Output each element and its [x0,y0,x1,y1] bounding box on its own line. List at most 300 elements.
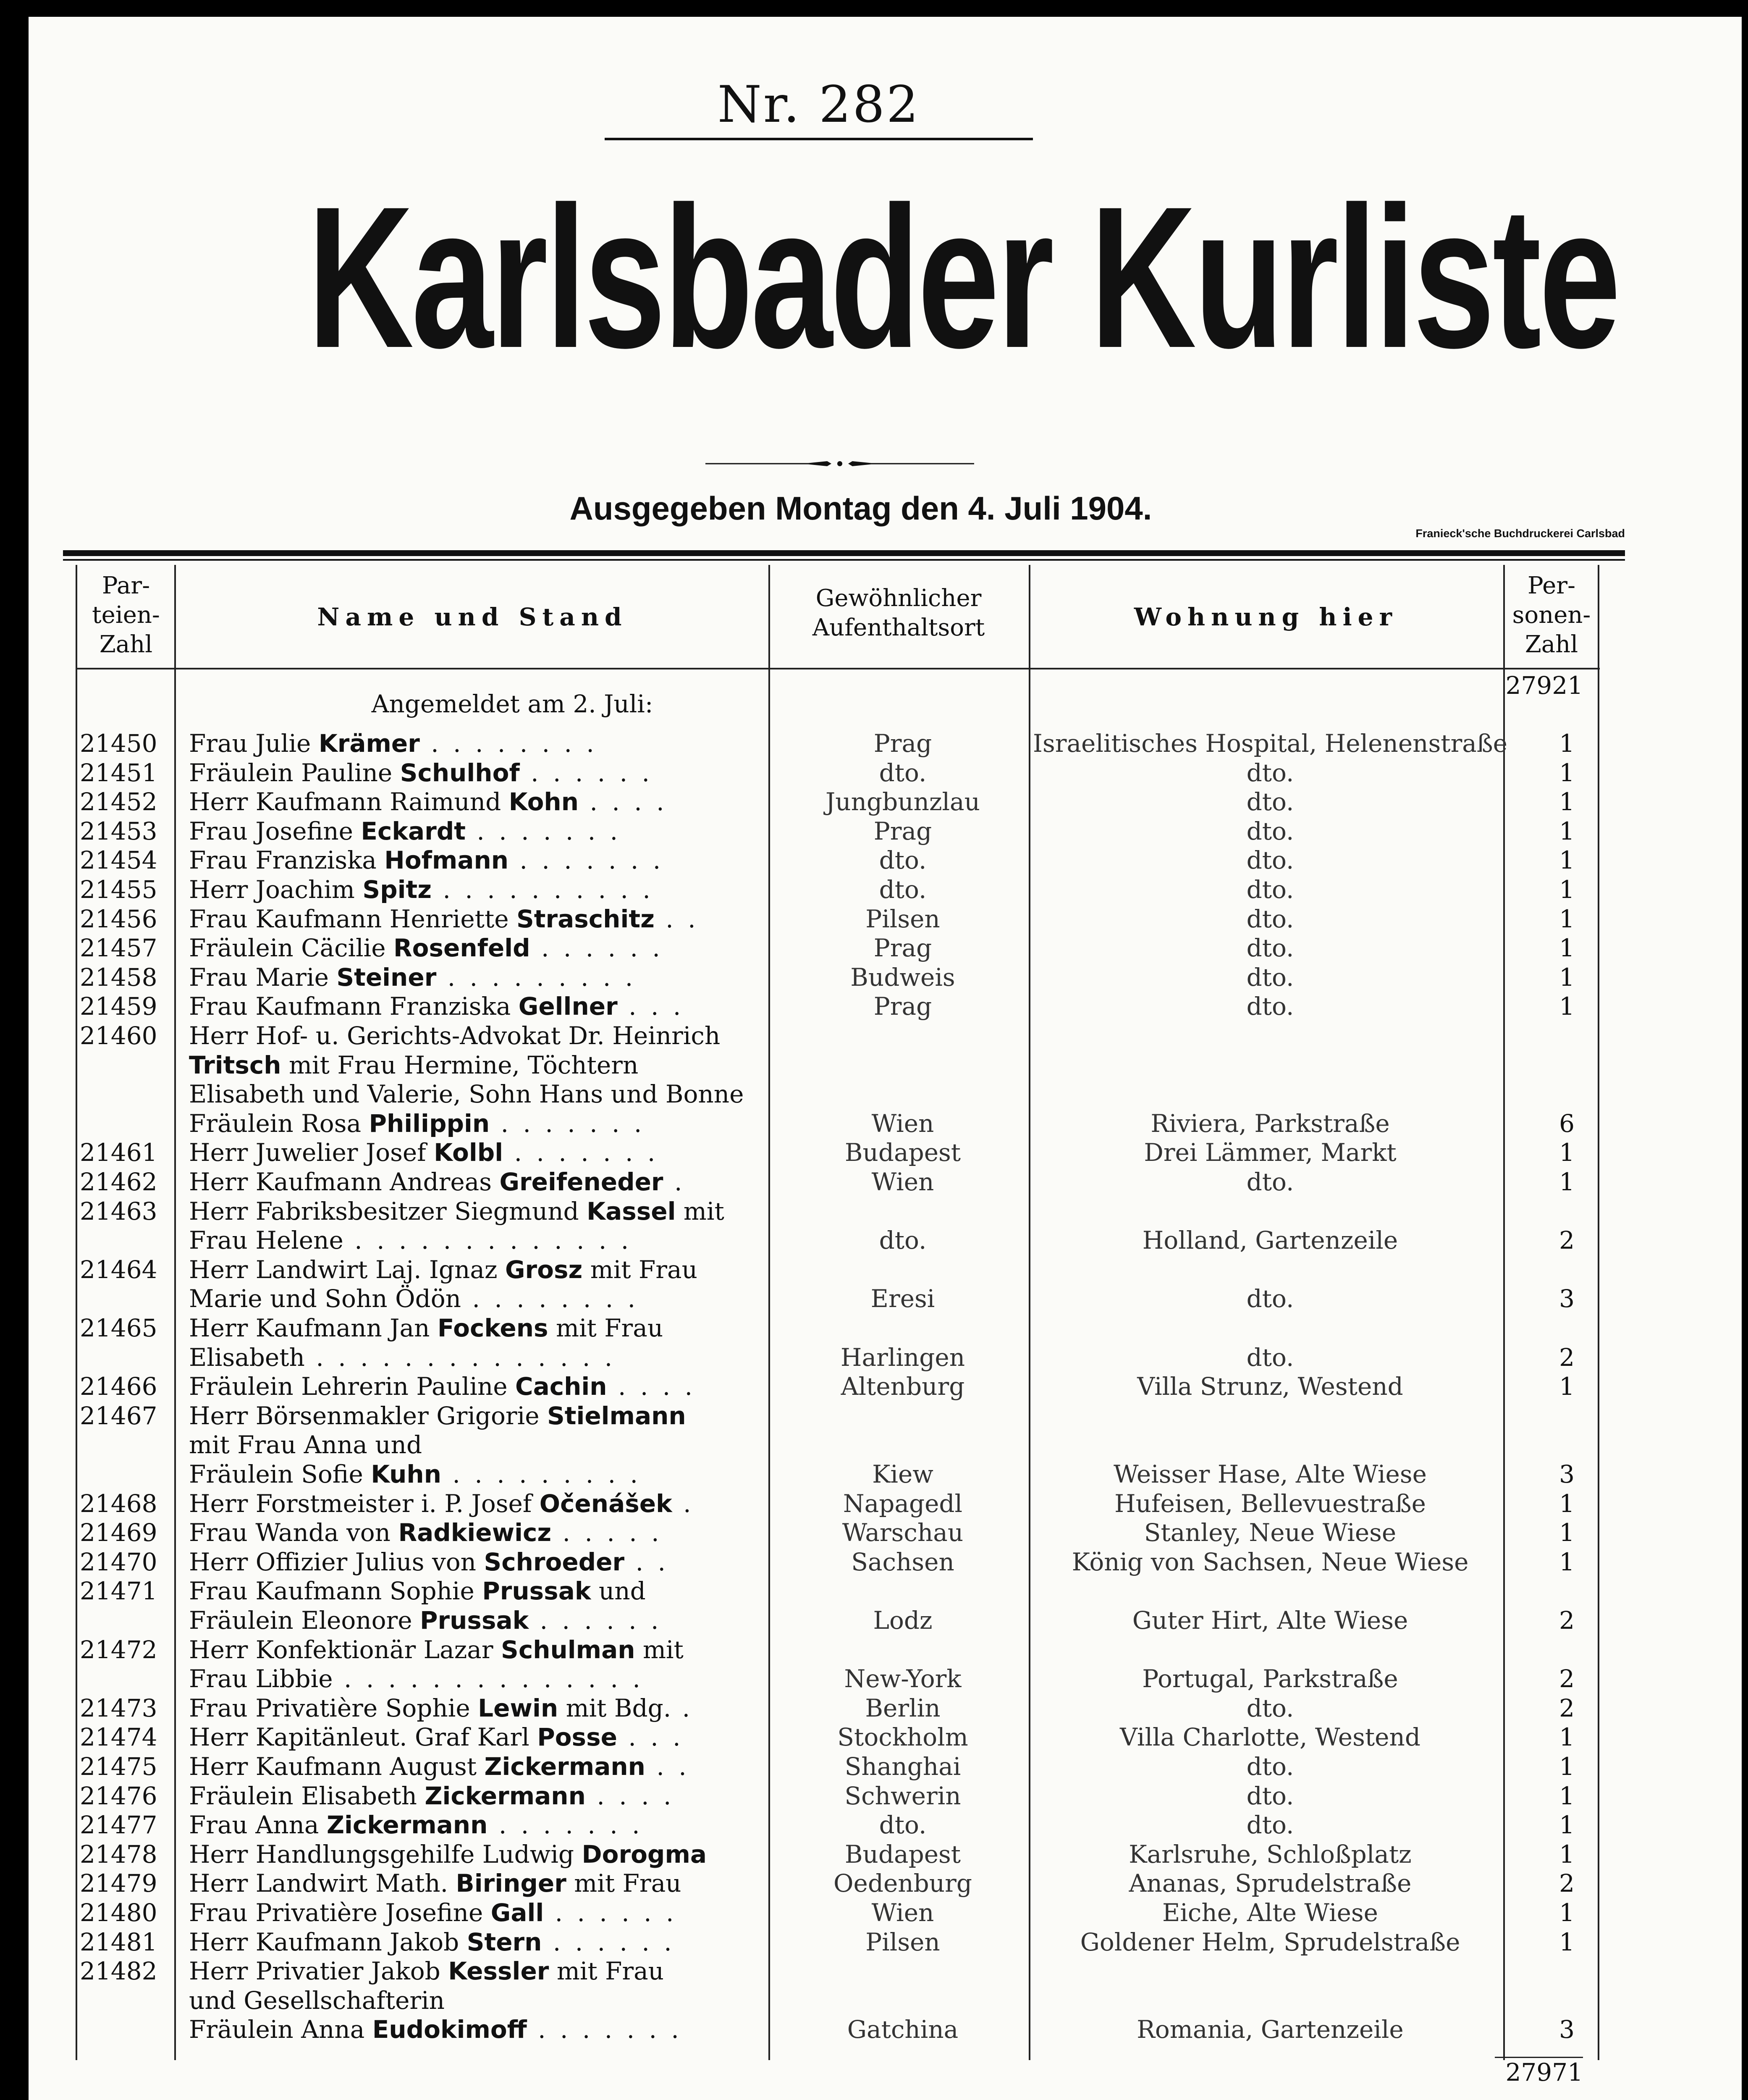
guest-name [189,1313,756,1343]
lodging-address: Weisser Hase, Alte Wiese [1114,1460,1427,1488]
heavy-rule [63,550,1625,556]
person-count: 1 [1559,759,1575,787]
person-count: 1 [1559,1518,1575,1547]
lodging-address [1033,1255,1507,1284]
name-prefix: Elisabeth [189,1343,305,1372]
usual-residence [768,1197,1037,1226]
person-count [1512,1313,1575,1343]
surname: Schulman [501,1635,635,1664]
column-header-residence: Gewöhnlicher Aufenthaltsort [812,585,985,641]
leader-dots: . [663,1168,686,1196]
person-count: 3 [1559,1460,1575,1488]
guest-name [189,1986,756,2015]
party-number [80,1079,176,1109]
guest-name [189,758,756,788]
person-count [1512,1576,1575,1606]
leader-dots: . . . [617,1723,684,1751]
person-count: 3 [1559,2015,1575,2044]
name-prefix: Herr Kaufmann August [189,1752,485,1781]
usual-residence [768,1401,1037,1431]
usual-residence: dto. [879,1226,927,1255]
surname: Schulhof [400,759,520,787]
leader-dots: . . . . . . . . [419,729,598,758]
guest-name [189,1898,756,1927]
lodging-address [1033,1313,1507,1343]
guest-name [189,1576,756,1606]
usual-residence: Altenburg [841,1372,965,1401]
name-prefix: Herr Kaufmann Jan [189,1314,438,1342]
person-count: 1 [1559,1811,1575,1839]
guest-name [189,1752,756,1781]
lodging-address: König von Sachsen, Neue Wiese [1072,1548,1469,1576]
lodging-address [1033,1430,1507,1460]
leader-dots: . . . . . . . [490,1109,645,1138]
lodging-address: dto. [1246,1752,1294,1781]
surname: Hofmann [384,846,509,874]
leader-dots: . . [624,1548,669,1576]
guest-name [189,1197,756,1226]
name-prefix: Fräulein Lehrerin Pauline [189,1372,515,1401]
leader-dots: . [671,1694,694,1722]
person-count [1512,1635,1575,1664]
person-count: 1 [1559,1723,1575,1751]
lodging-address: Goldener Helm, Sprudelstraße [1080,1928,1460,1956]
guest-name [189,992,756,1021]
leader-dots: . . . . . . [544,1898,677,1927]
usual-residence: Prag [873,817,932,845]
name-suffix: mit Frau [566,1869,681,1898]
guest-name [189,1547,756,1577]
lodging-address [1033,1956,1507,1986]
leader-dots: . . . . . . . [465,817,621,845]
guest-name [189,1343,756,1372]
party-number: 21458 [80,963,157,992]
person-count: 1 [1559,934,1575,962]
person-count [1512,1021,1575,1050]
name-suffix: und [591,1577,646,1605]
party-number: 21462 [80,1168,157,1196]
guest-name [189,904,756,934]
usual-residence: Pilsen [865,905,940,933]
guest-name [189,1956,756,1986]
party-number [80,1986,176,2015]
name-prefix: Herr Privatier Jakob [189,1957,448,1985]
usual-residence [768,1079,1037,1109]
lodging-address: Israelitisches Hospital, Helenenstraße [1033,729,1507,758]
masthead-title: Karlsbader Kurliste [307,164,1619,390]
name-prefix: Frau Kaufmann Franziska [189,992,519,1021]
lodging-address: Villa Charlotte, Westend [1120,1723,1420,1751]
name-prefix: Marie und Sohn Ödön [189,1284,461,1313]
lodging-address: dto. [1246,1694,1294,1722]
surname: Steiner [336,963,437,992]
leader-dots: . . . . [607,1372,696,1401]
person-count: 1 [1559,729,1575,758]
leader-dots: . . . . . . . [503,1138,659,1167]
surname: Greifeneder [499,1168,663,1196]
leader-dots: . . . . . . . . . [441,1460,641,1488]
lodging-address: dto. [1246,846,1294,874]
name-prefix: Fräulein Eleonore [189,1606,420,1635]
name-prefix: Herr Konfektionär Lazar [189,1635,501,1664]
thin-rule [63,559,1625,561]
usual-residence: Wien [871,1898,934,1927]
section-heading: Angemeldet am 2. Juli: [371,690,653,718]
guest-name [189,1050,756,1080]
person-count [1512,1956,1575,1986]
lodging-address: Hufeisen, Bellevuestraße [1114,1489,1426,1518]
guest-name [189,1840,756,1869]
surname: Philippin [369,1109,490,1138]
person-count: 1 [1559,1548,1575,1576]
person-count: 1 [1559,905,1575,933]
printer-credit: Franieck'sche Buchdruckerei Carlsbad [1415,527,1625,540]
leader-dots: . . . . . . [519,759,653,787]
name-prefix: Herr Joachim [189,875,363,904]
guest-name [189,1781,756,1811]
party-number: 21473 [80,1694,157,1722]
column-header-number: Par- teien- Zahl [92,572,160,658]
surname: Schroeder [484,1548,625,1576]
surname: Spitz [362,875,432,904]
party-number: 21463 [80,1197,157,1226]
party-number: 21464 [80,1255,157,1284]
name-prefix: und Gesellschafterin [189,1986,445,2015]
guest-name [189,845,756,875]
guest-name [189,2015,756,2044]
guest-name [189,1927,756,1957]
surname: Eckardt [361,817,466,845]
leader-dots: . . . . . . . . . . . . . . [333,1664,644,1693]
party-number: 21455 [80,875,157,904]
person-count: 1 [1559,817,1575,845]
name-prefix: Frau Anna [189,1811,327,1839]
usual-residence: Warschau [842,1518,964,1547]
name-prefix: Elisabeth und Valerie, Sohn Hans und Bonne [189,1080,744,1108]
usual-residence [768,1956,1037,1986]
name-prefix: Herr Fabriksbesitzer Siegmund [189,1197,587,1226]
party-number: 21470 [80,1548,157,1576]
party-number: 21477 [80,1811,157,1839]
party-number [80,2015,176,2044]
name-suffix: mit Frau Hermine, Töchtern [281,1051,639,1079]
lodging-address: dto. [1246,875,1294,904]
usual-residence: dto. [879,1811,927,1839]
guest-name [189,875,756,904]
usual-residence: Eresi [870,1284,935,1313]
surname: Kolbl [434,1138,503,1167]
party-number: 21465 [80,1314,157,1342]
party-number: 21482 [80,1957,157,1985]
usual-residence: Kiew [872,1460,933,1488]
lodging-address: dto. [1246,963,1294,992]
person-count: 1 [1559,1489,1575,1518]
leader-dots: . . [645,1752,690,1781]
issue-number-rule [605,138,1033,140]
party-number: 21480 [80,1898,157,1927]
name-prefix: Herr Kaufmann Raimund [189,788,509,816]
leader-dots: . . . . . . [530,934,663,962]
name-prefix: Frau Helene [189,1226,343,1255]
party-number: 21479 [80,1869,157,1898]
usual-residence: Wien [871,1168,934,1196]
usual-residence [768,1313,1037,1343]
surname: Zickermann [484,1752,645,1781]
surname: Očenášek [539,1489,672,1518]
name-suffix: mit [635,1635,684,1664]
lodging-address: dto. [1246,1811,1294,1839]
party-number: 21478 [80,1840,157,1869]
usual-residence: Schwerin [844,1782,961,1810]
surname: Prussak [482,1577,591,1605]
column-header-persons: Per- sonen- Zahl [1512,572,1591,658]
party-number: 21472 [80,1635,157,1664]
person-count: 2 [1559,1606,1575,1635]
surname: Straschitz [516,905,655,933]
surname: Biringer [456,1869,566,1898]
surname: Zickermann [326,1811,488,1839]
usual-residence: Prag [873,992,932,1021]
lodging-address [1033,1576,1507,1606]
guest-name [189,787,756,816]
surname: Lewin [478,1694,558,1722]
person-count: 2 [1559,1343,1575,1372]
surname: Stern [466,1928,542,1956]
name-prefix: mit Frau Anna und [189,1431,422,1459]
usual-residence [768,1021,1037,1050]
table-border-right [1598,565,1599,2060]
name-prefix: Frau Marie [189,963,337,992]
lodging-address [1033,1050,1507,1080]
name-prefix: Fräulein Cäcilie [189,934,393,962]
guest-name [189,1489,756,1518]
name-prefix: Herr Forstmeister i. P. Josef [189,1489,540,1518]
usual-residence: dto. [879,759,927,787]
surname: Posse [537,1723,617,1751]
surname: Kassel [587,1197,676,1226]
name-suffix: mit Frau [549,1957,664,1985]
guest-name [189,1693,756,1723]
name-suffix: mit Frau [582,1255,697,1284]
party-number [80,1430,176,1460]
person-count: 2 [1559,1869,1575,1898]
party-number: 21451 [80,759,157,787]
surname: Stielmann [547,1402,686,1430]
surname: Tritsch [189,1051,281,1079]
person-count [1512,1197,1575,1226]
name-prefix: Herr Hof- u. Gerichts-Advokat Dr. Heinrich [189,1021,721,1050]
person-count: 1 [1559,1138,1575,1167]
column-header-lodging: Wohnung hier [1134,603,1398,631]
name-suffix: mit Frau [548,1314,663,1342]
lodging-address [1033,1079,1507,1109]
leader-dots: . . . . . . . . . . . . . . [304,1343,616,1372]
name-prefix: Frau Kaufmann Sophie [189,1577,482,1605]
lodging-address: Romania, Gartenzeile [1137,2015,1404,2044]
party-number: 21450 [80,729,157,758]
person-count: 2 [1559,1226,1575,1255]
surname: Gellner [518,992,618,1021]
surname: Kessler [448,1957,549,1985]
lodging-address: dto. [1246,1343,1294,1372]
sum-total: 27971 [1505,2058,1583,2087]
party-number: 21454 [80,846,157,874]
lodging-address: dto. [1246,817,1294,845]
name-prefix: Frau Wanda von [189,1518,398,1547]
surname: Kuhn [371,1460,442,1488]
lodging-address: dto. [1246,759,1294,787]
party-number: 21466 [80,1372,157,1401]
party-number: 21475 [80,1752,157,1781]
lodging-address: Ananas, Sprudelstraße [1129,1869,1412,1898]
lodging-address [1033,1401,1507,1431]
carried-forward-total: 27921 [1505,671,1583,700]
column-header-name: Name und Stand [317,603,628,631]
usual-residence [768,1430,1037,1460]
lodging-address: dto. [1246,934,1294,962]
usual-residence: Berlin [865,1694,941,1722]
party-number [80,1664,176,1693]
usual-residence: Oedenburg [833,1869,972,1898]
person-count: 1 [1559,1372,1575,1401]
person-count [1512,1430,1575,1460]
surname: Eudokimoff [372,2015,527,2044]
party-number: 21452 [80,788,157,816]
guest-name [189,1138,756,1167]
usual-residence: Prag [873,934,932,962]
person-count: 1 [1559,875,1575,904]
party-number [80,1050,176,1080]
party-number: 21460 [80,1021,157,1050]
name-prefix: Herr Offizier Julius von [189,1548,484,1576]
party-number: 21481 [80,1928,157,1956]
usual-residence: Wien [871,1109,934,1138]
name-prefix: Fräulein Pauline [189,759,400,787]
leader-dots: . [672,1489,694,1518]
name-prefix: Fräulein Sofie [189,1460,371,1488]
name-prefix: Frau Josefine [189,817,361,845]
guest-name [189,963,756,992]
usual-residence: Stockholm [837,1723,968,1751]
leader-dots: . . . . . . [529,1606,662,1635]
guest-name [189,1167,756,1197]
name-prefix: Frau Kaufmann Henriette [189,905,517,933]
person-count [1512,1986,1575,2015]
usual-residence: Lodz [873,1606,933,1635]
leader-dots: . . . . . . . . . . [432,875,654,904]
usual-residence: Pilsen [865,1928,940,1956]
surname: Dorogma [582,1840,707,1869]
lodging-address [1033,1635,1507,1664]
lodging-address: Stanley, Neue Wiese [1144,1518,1397,1547]
surname: Radkiewicz [398,1518,552,1547]
name-prefix: Frau Privatière Josefine [189,1898,491,1927]
name-prefix: Herr Juwelier Josef [189,1138,434,1167]
guest-name [189,1226,756,1255]
party-number: 21461 [80,1138,157,1167]
leader-dots: . . . . . . . . [461,1284,639,1313]
name-suffix: mit Bdg. [558,1694,671,1722]
leader-dots: . . . [617,992,684,1021]
person-count: 1 [1559,1840,1575,1869]
party-number [80,1226,176,1255]
lodging-address: Drei Lämmer, Markt [1144,1138,1397,1167]
person-count [1512,1079,1575,1109]
person-count: 1 [1559,1898,1575,1927]
lodging-address: Karlsruhe, Schloßplatz [1129,1840,1412,1869]
name-prefix: Fräulein Elisabeth [189,1782,425,1810]
guest-name [189,1372,756,1401]
name-prefix: Herr Kaufmann Andreas [189,1168,500,1196]
usual-residence: dto. [879,846,927,874]
name-prefix: Herr Kapitänleut. Graf Karl [189,1723,537,1751]
party-number [80,1109,176,1138]
usual-residence [768,1255,1037,1284]
guest-name [189,1430,756,1460]
person-count [1512,1401,1575,1431]
header-rule [76,668,1600,669]
usual-residence: Napagedl [843,1489,963,1518]
issue-date: Ausgegeben Montag den 4. Juli 1904. [569,490,1152,527]
guest-name [189,1635,756,1664]
lodging-address: dto. [1246,1168,1294,1196]
person-count [1512,1050,1575,1080]
usual-residence [768,1576,1037,1606]
guest-name [189,1460,756,1489]
lodging-address: Eiche, Alte Wiese [1162,1898,1378,1927]
person-count: 1 [1559,1168,1575,1196]
surname: Gall [490,1898,544,1927]
usual-residence: Sachsen [851,1548,954,1576]
party-number: 21471 [80,1577,157,1605]
lodging-address: Riviera, Parkstraße [1150,1109,1390,1138]
name-prefix: Frau Julie [189,729,319,758]
surname: Rosenfeld [393,934,530,962]
guest-name [189,1810,756,1840]
usual-residence [768,1050,1037,1080]
usual-residence: Harlingen [840,1343,965,1372]
surname: Krämer [318,729,420,758]
guest-name [189,1664,756,1693]
usual-residence: New-York [844,1664,962,1693]
guest-name [189,729,756,758]
name-prefix: Herr Handlungsgehilfe Ludwig [189,1840,582,1869]
name-prefix: Frau Privatière Sophie [189,1694,478,1722]
name-prefix: Frau Libbie [189,1664,333,1693]
person-count: 1 [1559,1782,1575,1810]
leader-dots: . . . . . . . [508,846,664,874]
lodging-address: Guter Hirt, Alte Wiese [1132,1606,1408,1635]
leader-dots: . . . . . . . . . [436,963,637,992]
party-number: 21476 [80,1782,157,1810]
party-number [80,1606,176,1635]
party-number: 21469 [80,1518,157,1547]
leader-dots: . . . . . [551,1518,663,1547]
name-suffix: mit [676,1197,724,1226]
lodging-address [1033,1197,1507,1226]
usual-residence [768,1635,1037,1664]
lodging-address: Holland, Gartenzeile [1142,1226,1398,1255]
party-number: 21474 [80,1723,157,1751]
guest-name [189,816,756,846]
surname: Kohn [508,788,579,816]
lodging-address: Villa Strunz, Westend [1137,1372,1403,1401]
usual-residence [768,1986,1037,2015]
party-number: 21453 [80,817,157,845]
person-count: 1 [1559,963,1575,992]
table-border-left [76,565,77,2060]
guest-name [189,1021,756,1050]
